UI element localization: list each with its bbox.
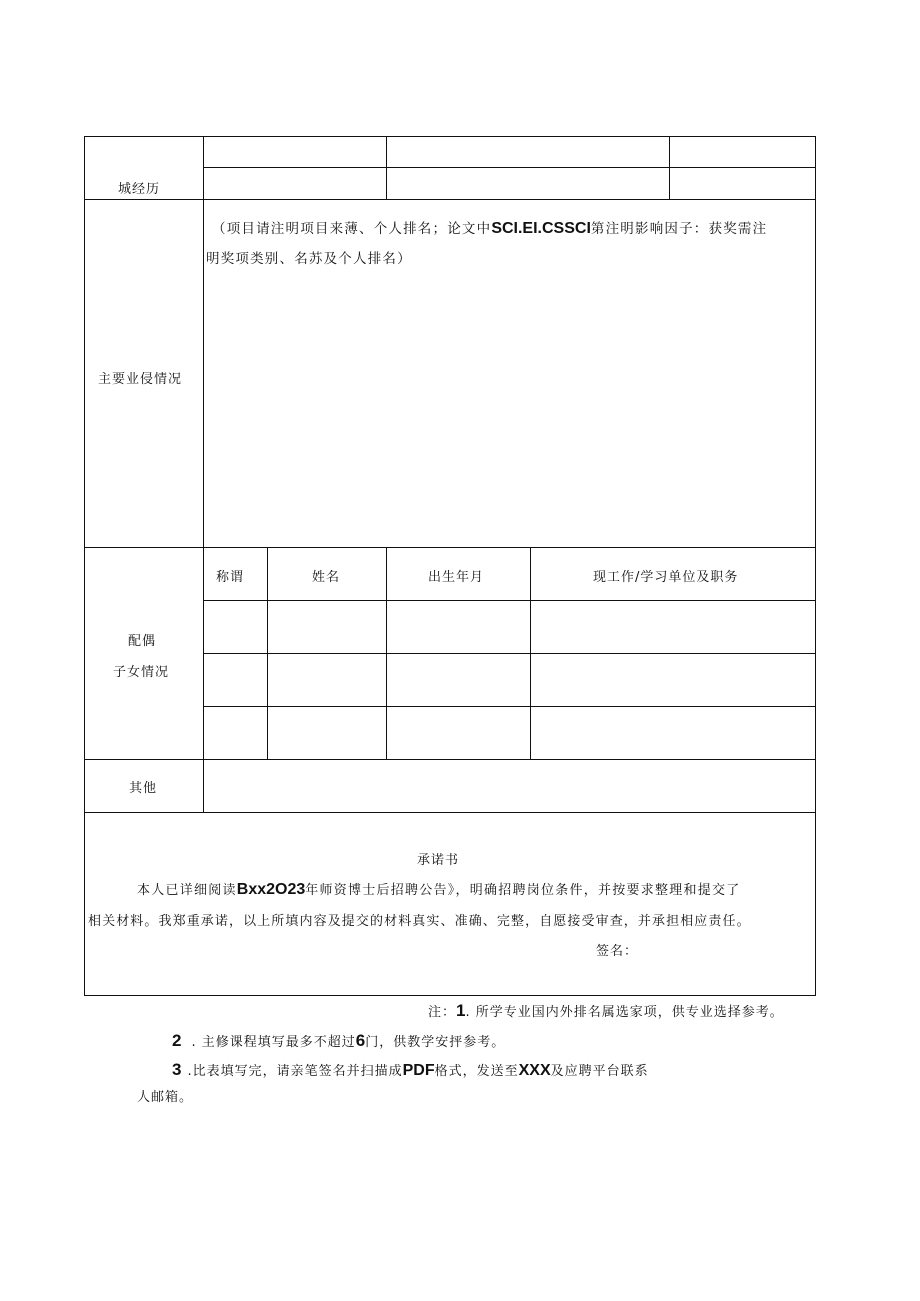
note-3-line2: 人邮箱。 <box>137 1090 194 1105</box>
performance-label: 主要业侵情况 <box>98 372 183 387</box>
experience-input-cell[interactable] <box>387 137 669 167</box>
pledge-line1 <box>137 879 741 899</box>
family-input-cell[interactable] <box>204 654 267 706</box>
table-line <box>84 812 816 813</box>
note-1 <box>428 1001 784 1021</box>
note-format: PDF <box>402 1062 435 1079</box>
note-text: .比表填写完，请亲笔签名并扫描成 <box>187 1064 403 1079</box>
experience-input-cell[interactable] <box>670 168 815 199</box>
table-border-left <box>84 136 85 996</box>
index-names: SCI.EI.CSSCI <box>491 220 591 237</box>
family-input-cell[interactable] <box>268 707 386 759</box>
table-line <box>84 547 816 548</box>
family-input-cell[interactable] <box>387 654 530 706</box>
family-input-cell[interactable] <box>268 654 386 706</box>
family-input-cell[interactable] <box>204 601 267 653</box>
other-label: 其他 <box>129 781 158 796</box>
family-label-line2: 子女情况 <box>113 665 170 680</box>
pledge-text: 本人已详细阅读 <box>137 883 237 898</box>
family-header-relation: 称谓 <box>216 570 245 585</box>
note-number: 6 <box>355 1031 366 1050</box>
performance-note-line1 <box>212 217 767 238</box>
note-text: 及应聘平台联系 <box>550 1064 649 1079</box>
family-header-name: 姓名 <box>312 570 341 585</box>
family-input-cell[interactable] <box>204 707 267 759</box>
pledge-title: 承诺书 <box>417 853 460 868</box>
table-line <box>84 199 816 200</box>
note-number: 1 <box>456 1001 466 1020</box>
family-label-line1: 配偶 <box>128 634 157 649</box>
note-3 <box>172 1060 649 1080</box>
pledge-doc-code: Bxx2O23 <box>236 881 306 898</box>
pledge-text: 年师资博士后招聘公告》，明确招聘岗位条件，并按要求整理和提交了 <box>305 883 741 898</box>
signature-label: 签名： <box>596 944 639 959</box>
family-input-cell[interactable] <box>387 707 530 759</box>
family-input-cell[interactable] <box>531 601 815 653</box>
note-text: . 所学专业国内外排名属选家项，供专业选择参考。 <box>465 1005 784 1020</box>
performance-note-line2: 明奖项类别、名苏及个人排名） <box>206 251 412 267</box>
note-text: 格式，发送至 <box>434 1064 519 1079</box>
table-border-right <box>815 136 816 996</box>
table-border-bottom <box>84 995 816 996</box>
other-input-cell[interactable] <box>204 760 815 812</box>
experience-input-cell[interactable] <box>670 137 815 167</box>
note-text: . 主修课程填写最多不超过 <box>191 1035 356 1050</box>
experience-input-cell[interactable] <box>204 168 386 199</box>
note-email-placeholder: XXX <box>518 1062 551 1079</box>
family-header-work: 现工作/学习单位及职务 <box>593 570 739 585</box>
experience-label: 城经历 <box>118 182 161 197</box>
family-input-cell[interactable] <box>531 707 815 759</box>
family-header-birth: 出生年月 <box>428 570 485 585</box>
performance-note-text: 第注明影响因子：获奖需注 <box>590 221 768 237</box>
note-text: 门，供教学安抨参考。 <box>365 1035 506 1050</box>
family-input-cell[interactable] <box>268 601 386 653</box>
family-input-cell[interactable] <box>531 654 815 706</box>
note-prefix: 注： <box>428 1005 457 1020</box>
note-number: 2 <box>172 1031 182 1050</box>
experience-input-cell[interactable] <box>204 137 386 167</box>
note-number: 3 <box>172 1060 182 1079</box>
performance-input-area[interactable] <box>204 270 815 546</box>
note-2 <box>172 1031 505 1051</box>
family-input-cell[interactable] <box>387 601 530 653</box>
signature-field[interactable] <box>640 936 810 960</box>
pledge-line2: 相关材料。我郑重承诺，以上所填内容及提交的材料真实、准确、完整，自愿接受审查，并承担相应责任。 <box>88 914 751 929</box>
experience-input-cell[interactable] <box>387 168 669 199</box>
performance-note-text: （项目请注明项目来薄、个人排名；论文中 <box>212 221 492 237</box>
